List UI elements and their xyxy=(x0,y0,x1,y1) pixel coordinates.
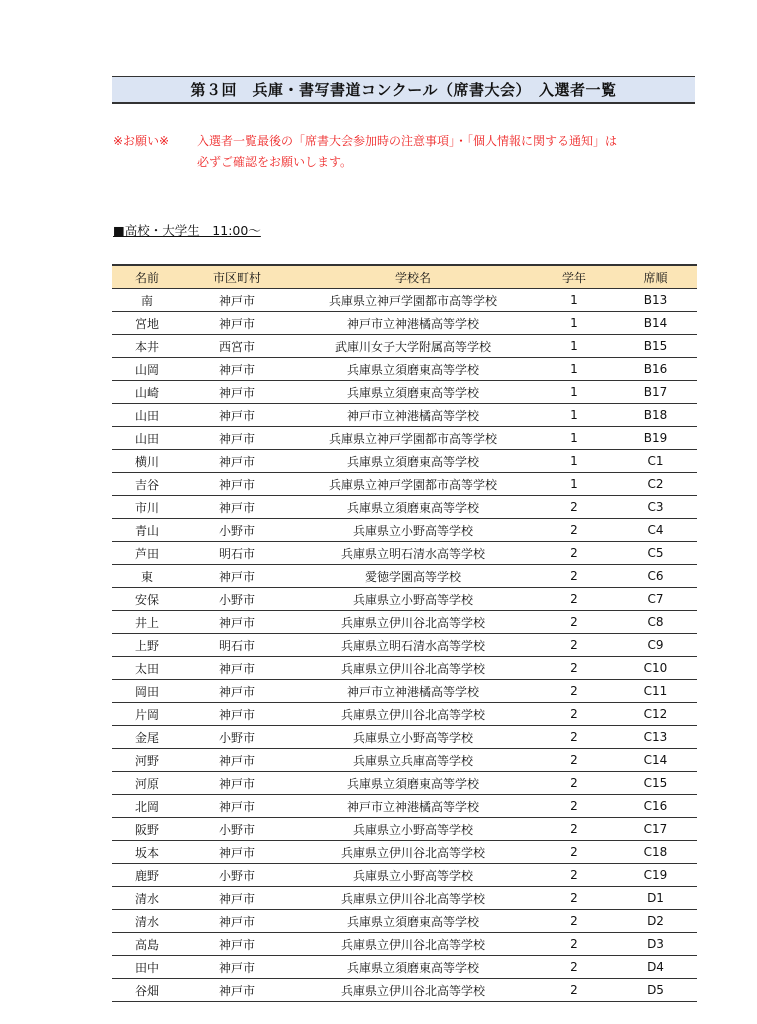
cell-school: 兵庫県立伊川谷北高等学校 xyxy=(292,611,534,634)
cell-grade: 1 xyxy=(534,335,614,358)
cell-city: 小野市 xyxy=(182,864,292,887)
cell-grade: 2 xyxy=(534,703,614,726)
cell-name: 高島 xyxy=(112,933,182,956)
cell-grade: 2 xyxy=(534,657,614,680)
cell-seat: C1 xyxy=(614,450,697,473)
cell-grade: 2 xyxy=(534,933,614,956)
table-body xyxy=(112,289,697,1002)
table-row xyxy=(112,358,697,381)
cell-city: 神戸市 xyxy=(182,887,292,910)
cell-grade: 1 xyxy=(534,427,614,450)
cell-city: 小野市 xyxy=(182,726,292,749)
cell-grade: 1 xyxy=(534,289,614,312)
cell-seat: C14 xyxy=(614,749,697,772)
cell-school: 兵庫県立須磨東高等学校 xyxy=(292,772,534,795)
cell-name: 片岡 xyxy=(112,703,182,726)
cell-name: 山田 xyxy=(112,404,182,427)
cell-seat: D3 xyxy=(614,933,697,956)
cell-grade: 2 xyxy=(534,887,614,910)
cell-seat: D2 xyxy=(614,910,697,933)
table-row xyxy=(112,933,697,956)
notice-tag-spacer xyxy=(113,152,197,173)
cell-school: 愛徳学園高等学校 xyxy=(292,565,534,588)
cell-school: 兵庫県立須磨東高等学校 xyxy=(292,910,534,933)
cell-seat: C12 xyxy=(614,703,697,726)
cell-city: 神戸市 xyxy=(182,611,292,634)
cell-grade: 2 xyxy=(534,726,614,749)
cell-name: 井上 xyxy=(112,611,182,634)
cell-school: 兵庫県立小野高等学校 xyxy=(292,726,534,749)
cell-school: 兵庫県立須磨東高等学校 xyxy=(292,496,534,519)
header-seat: 席順 xyxy=(614,265,697,289)
cell-grade: 1 xyxy=(534,473,614,496)
cell-name: 田中 xyxy=(112,956,182,979)
table-row xyxy=(112,450,697,473)
cell-seat: C9 xyxy=(614,634,697,657)
cell-name: 吉谷 xyxy=(112,473,182,496)
cell-grade: 2 xyxy=(534,542,614,565)
cell-school: 武庫川女子大学附属高等学校 xyxy=(292,335,534,358)
cell-seat: D5 xyxy=(614,979,697,1002)
cell-school: 兵庫県立明石清水高等学校 xyxy=(292,542,534,565)
cell-school: 兵庫県立神戸学園都市高等学校 xyxy=(292,289,534,312)
cell-grade: 1 xyxy=(534,450,614,473)
cell-city: 神戸市 xyxy=(182,565,292,588)
table-row xyxy=(112,565,697,588)
cell-name: 東 xyxy=(112,565,182,588)
cell-seat: C11 xyxy=(614,680,697,703)
cell-grade: 2 xyxy=(534,772,614,795)
cell-school: 兵庫県立兵庫高等学校 xyxy=(292,749,534,772)
table-row xyxy=(112,657,697,680)
table-row xyxy=(112,496,697,519)
cell-seat: C18 xyxy=(614,841,697,864)
cell-name: 河原 xyxy=(112,772,182,795)
table-row xyxy=(112,887,697,910)
cell-school: 兵庫県立伊川谷北高等学校 xyxy=(292,887,534,910)
cell-grade: 2 xyxy=(534,588,614,611)
cell-seat: C4 xyxy=(614,519,697,542)
cell-name: 阪野 xyxy=(112,818,182,841)
cell-school: 兵庫県立小野高等学校 xyxy=(292,864,534,887)
cell-school: 兵庫県立須磨東高等学校 xyxy=(292,381,534,404)
cell-grade: 2 xyxy=(534,818,614,841)
header-school: 学校名 xyxy=(292,265,534,289)
table-row xyxy=(112,864,697,887)
notice-line-1: 入選者一覧最後の「席書大会参加時の注意事項」・「個人情報に関する通知」は xyxy=(197,134,618,148)
page-title: 第３回 兵庫・書写書道コンクール（席書大会） 入選者一覧 xyxy=(112,76,695,104)
cell-city: 神戸市 xyxy=(182,979,292,1002)
notice-tag: ※お願い※ xyxy=(113,134,170,148)
header-name: 名前 xyxy=(112,265,182,289)
cell-grade: 2 xyxy=(534,910,614,933)
cell-seat: C8 xyxy=(614,611,697,634)
cell-seat: C6 xyxy=(614,565,697,588)
cell-school: 兵庫県立伊川谷北高等学校 xyxy=(292,979,534,1002)
notice-row-1 xyxy=(113,131,703,152)
table-row xyxy=(112,841,697,864)
cell-grade: 1 xyxy=(534,358,614,381)
cell-name: 本井 xyxy=(112,335,182,358)
cell-name: 河野 xyxy=(112,749,182,772)
cell-city: 神戸市 xyxy=(182,473,292,496)
cell-name: 青山 xyxy=(112,519,182,542)
cell-name: 山崎 xyxy=(112,381,182,404)
cell-city: 神戸市 xyxy=(182,404,292,427)
table-row xyxy=(112,427,697,450)
cell-city: 神戸市 xyxy=(182,910,292,933)
table-row xyxy=(112,312,697,335)
cell-school: 兵庫県立伊川谷北高等学校 xyxy=(292,933,534,956)
cell-seat: B13 xyxy=(614,289,697,312)
table-row xyxy=(112,335,697,358)
table-row xyxy=(112,588,697,611)
notice-line-2: 必ずご確認をお願いします。 xyxy=(197,155,353,169)
cell-school: 兵庫県立小野高等学校 xyxy=(292,519,534,542)
cell-city: 小野市 xyxy=(182,519,292,542)
table-row xyxy=(112,404,697,427)
cell-school: 兵庫県立神戸学園都市高等学校 xyxy=(292,473,534,496)
table-row xyxy=(112,956,697,979)
cell-name: 清水 xyxy=(112,910,182,933)
cell-seat: C19 xyxy=(614,864,697,887)
cell-grade: 2 xyxy=(534,611,614,634)
cell-school: 兵庫県立須磨東高等学校 xyxy=(292,358,534,381)
table-row xyxy=(112,772,697,795)
cell-school: 兵庫県立明石清水高等学校 xyxy=(292,634,534,657)
cell-city: 神戸市 xyxy=(182,358,292,381)
cell-school: 神戸市立神港橘高等学校 xyxy=(292,680,534,703)
cell-grade: 2 xyxy=(534,979,614,1002)
cell-city: 神戸市 xyxy=(182,312,292,335)
cell-city: 神戸市 xyxy=(182,933,292,956)
cell-city: 神戸市 xyxy=(182,496,292,519)
table-row xyxy=(112,726,697,749)
cell-city: 神戸市 xyxy=(182,289,292,312)
cell-city: 神戸市 xyxy=(182,450,292,473)
cell-grade: 2 xyxy=(534,956,614,979)
cell-grade: 2 xyxy=(534,496,614,519)
cell-school: 兵庫県立須磨東高等学校 xyxy=(292,450,534,473)
cell-seat: C17 xyxy=(614,818,697,841)
cell-seat: B18 xyxy=(614,404,697,427)
cell-name: 南 xyxy=(112,289,182,312)
cell-seat: C15 xyxy=(614,772,697,795)
cell-seat: B17 xyxy=(614,381,697,404)
table-row xyxy=(112,979,697,1002)
cell-city: 神戸市 xyxy=(182,381,292,404)
cell-name: 山岡 xyxy=(112,358,182,381)
cell-city: 神戸市 xyxy=(182,749,292,772)
cell-name: 北岡 xyxy=(112,795,182,818)
cell-school: 兵庫県立伊川谷北高等学校 xyxy=(292,703,534,726)
cell-city: 神戸市 xyxy=(182,956,292,979)
table-row xyxy=(112,910,697,933)
cell-city: 明石市 xyxy=(182,542,292,565)
cell-city: 神戸市 xyxy=(182,795,292,818)
cell-grade: 2 xyxy=(534,841,614,864)
cell-seat: D1 xyxy=(614,887,697,910)
cell-name: 鹿野 xyxy=(112,864,182,887)
table-row xyxy=(112,381,697,404)
header-grade: 学年 xyxy=(534,265,614,289)
table-row xyxy=(112,634,697,657)
cell-school: 神戸市立神港橘高等学校 xyxy=(292,312,534,335)
table-header-row xyxy=(112,265,697,289)
cell-name: 市川 xyxy=(112,496,182,519)
cell-seat: D4 xyxy=(614,956,697,979)
cell-grade: 1 xyxy=(534,381,614,404)
cell-school: 兵庫県立須磨東高等学校 xyxy=(292,956,534,979)
cell-seat: C5 xyxy=(614,542,697,565)
cell-city: 神戸市 xyxy=(182,680,292,703)
cell-name: 宮地 xyxy=(112,312,182,335)
cell-name: 清水 xyxy=(112,887,182,910)
cell-name: 山田 xyxy=(112,427,182,450)
cell-seat: B19 xyxy=(614,427,697,450)
cell-grade: 2 xyxy=(534,565,614,588)
cell-grade: 2 xyxy=(534,749,614,772)
cell-grade: 2 xyxy=(534,519,614,542)
cell-name: 谷畑 xyxy=(112,979,182,1002)
cell-city: 小野市 xyxy=(182,818,292,841)
cell-seat: C2 xyxy=(614,473,697,496)
cell-school: 兵庫県立小野高等学校 xyxy=(292,818,534,841)
cell-seat: C7 xyxy=(614,588,697,611)
table-row xyxy=(112,749,697,772)
cell-name: 横川 xyxy=(112,450,182,473)
cell-school: 兵庫県立伊川谷北高等学校 xyxy=(292,841,534,864)
table-row xyxy=(112,473,697,496)
cell-city: 西宮市 xyxy=(182,335,292,358)
cell-city: 明石市 xyxy=(182,634,292,657)
table-row xyxy=(112,680,697,703)
notice xyxy=(113,131,703,173)
table-row xyxy=(112,818,697,841)
table-row xyxy=(112,795,697,818)
table-row xyxy=(112,289,697,312)
table-row xyxy=(112,542,697,565)
cell-grade: 2 xyxy=(534,795,614,818)
cell-name: 安保 xyxy=(112,588,182,611)
cell-school: 神戸市立神港橘高等学校 xyxy=(292,404,534,427)
cell-seat: B16 xyxy=(614,358,697,381)
cell-name: 上野 xyxy=(112,634,182,657)
cell-city: 神戸市 xyxy=(182,841,292,864)
cell-seat: C3 xyxy=(614,496,697,519)
section-label: ■高校・大学生 11:00～ xyxy=(113,223,261,238)
cell-school: 兵庫県立神戸学園都市高等学校 xyxy=(292,427,534,450)
cell-name: 坂本 xyxy=(112,841,182,864)
cell-seat: B15 xyxy=(614,335,697,358)
cell-city: 神戸市 xyxy=(182,703,292,726)
cell-grade: 2 xyxy=(534,864,614,887)
cell-city: 神戸市 xyxy=(182,427,292,450)
cell-name: 岡田 xyxy=(112,680,182,703)
cell-name: 金尾 xyxy=(112,726,182,749)
cell-city: 神戸市 xyxy=(182,772,292,795)
winners-table xyxy=(112,264,697,1002)
cell-school: 兵庫県立小野高等学校 xyxy=(292,588,534,611)
table-row xyxy=(112,519,697,542)
cell-grade: 2 xyxy=(534,634,614,657)
notice-row-2 xyxy=(113,152,703,173)
cell-grade: 1 xyxy=(534,404,614,427)
cell-seat: C13 xyxy=(614,726,697,749)
cell-seat: B14 xyxy=(614,312,697,335)
cell-grade: 2 xyxy=(534,680,614,703)
table-row xyxy=(112,703,697,726)
table-row xyxy=(112,611,697,634)
cell-seat: C10 xyxy=(614,657,697,680)
cell-grade: 1 xyxy=(534,312,614,335)
cell-school: 神戸市立神港橘高等学校 xyxy=(292,795,534,818)
cell-school: 兵庫県立伊川谷北高等学校 xyxy=(292,657,534,680)
cell-name: 太田 xyxy=(112,657,182,680)
cell-name: 芦田 xyxy=(112,542,182,565)
header-city: 市区町村 xyxy=(182,265,292,289)
cell-seat: C16 xyxy=(614,795,697,818)
cell-city: 小野市 xyxy=(182,588,292,611)
cell-city: 神戸市 xyxy=(182,657,292,680)
